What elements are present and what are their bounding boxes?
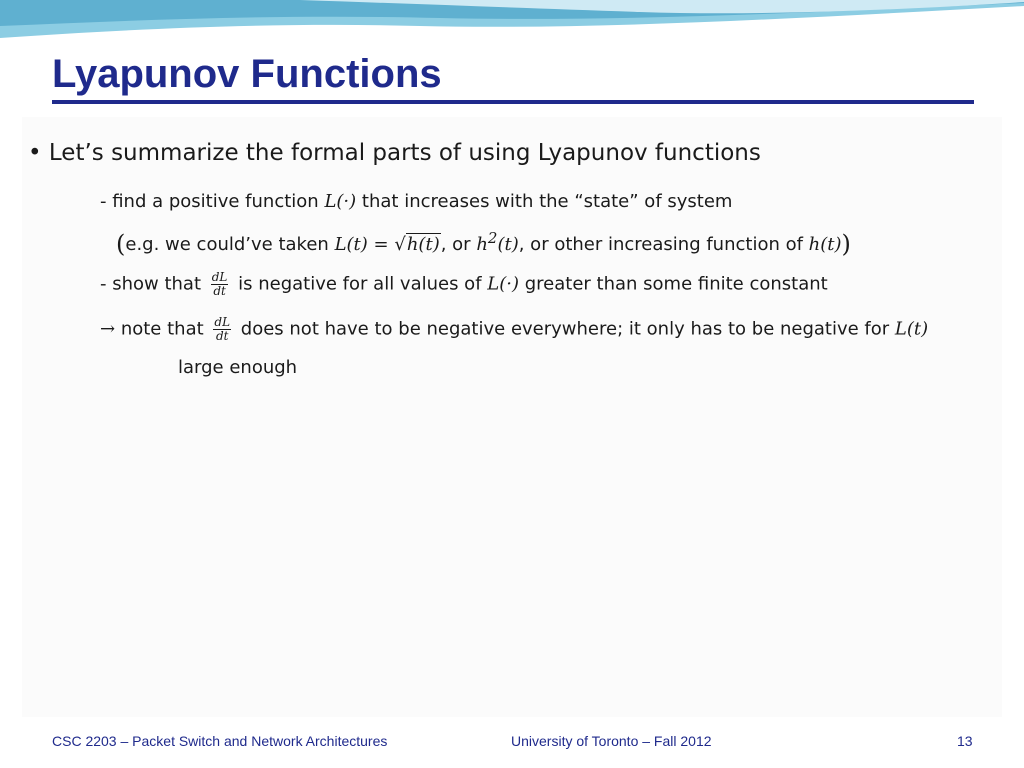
line1-L-dot: L(·)	[324, 191, 357, 212]
line3-mid: is negative for all values of	[238, 273, 482, 295]
sqrt-radicand: h(t)	[406, 234, 440, 255]
footer-course: CSC 2203 – Packet Switch and Network Architectures	[52, 733, 388, 749]
sqrt-expression	[394, 234, 440, 255]
dL-dt-fraction	[211, 271, 229, 298]
bullet-dot: •	[28, 140, 42, 166]
line1-suffix: that increases with the “state” of system	[361, 191, 733, 212]
h2-exponent: 2	[487, 229, 498, 247]
line3-suffix: greater than some finite constant	[524, 273, 828, 295]
title-underline	[52, 100, 974, 104]
line4-L-t: L(t)	[894, 318, 929, 340]
fraction-denominator: dt	[215, 329, 229, 343]
line2-h-t: h(t)	[808, 234, 842, 255]
line3-L-dot: L(·)	[487, 273, 519, 295]
equals-sign: =	[373, 234, 389, 255]
line4-mid: does not have to be negative everywhere; it only has to be negative for	[240, 318, 890, 340]
h2-argument: (t)	[497, 234, 519, 255]
line3-prefix: - show that	[100, 273, 202, 295]
note-continuation: large enough	[178, 357, 298, 378]
close-paren: )	[841, 230, 851, 258]
sub-item-find-function	[100, 191, 732, 212]
right-arrow-icon: →	[100, 318, 116, 340]
footer-institution: University of Toronto – Fall 2012	[511, 733, 712, 749]
bullet-text: Let’s summarize the formal parts of using Lyapunov functions	[48, 140, 761, 166]
line4-prefix: note that	[120, 318, 204, 340]
header-wave-decoration	[0, 0, 1024, 40]
h2-base: h	[476, 234, 488, 255]
line2-prefix: e.g. we could’ve taken	[125, 234, 329, 255]
main-bullet	[28, 140, 761, 166]
fraction-numerator: dL	[211, 270, 228, 284]
h-squared	[476, 229, 519, 255]
slide-title: Lyapunov Functions	[52, 52, 442, 96]
slide-number: 13	[957, 733, 973, 749]
sqrt-symbol: √	[394, 234, 406, 255]
note-item	[100, 316, 928, 343]
line2-mid1: , or	[440, 234, 471, 255]
sub-item-show-negative	[100, 271, 828, 298]
dL-dt-fraction	[213, 316, 231, 343]
line2-L-t: L(t)	[334, 234, 368, 255]
sub-item-example	[116, 229, 851, 258]
open-paren: (	[116, 230, 126, 258]
line2-mid2: , or other increasing function of	[518, 234, 803, 255]
line1-prefix: - find a positive function	[100, 191, 319, 212]
fraction-denominator: dt	[213, 284, 226, 298]
fraction-numerator: dL	[214, 315, 231, 329]
